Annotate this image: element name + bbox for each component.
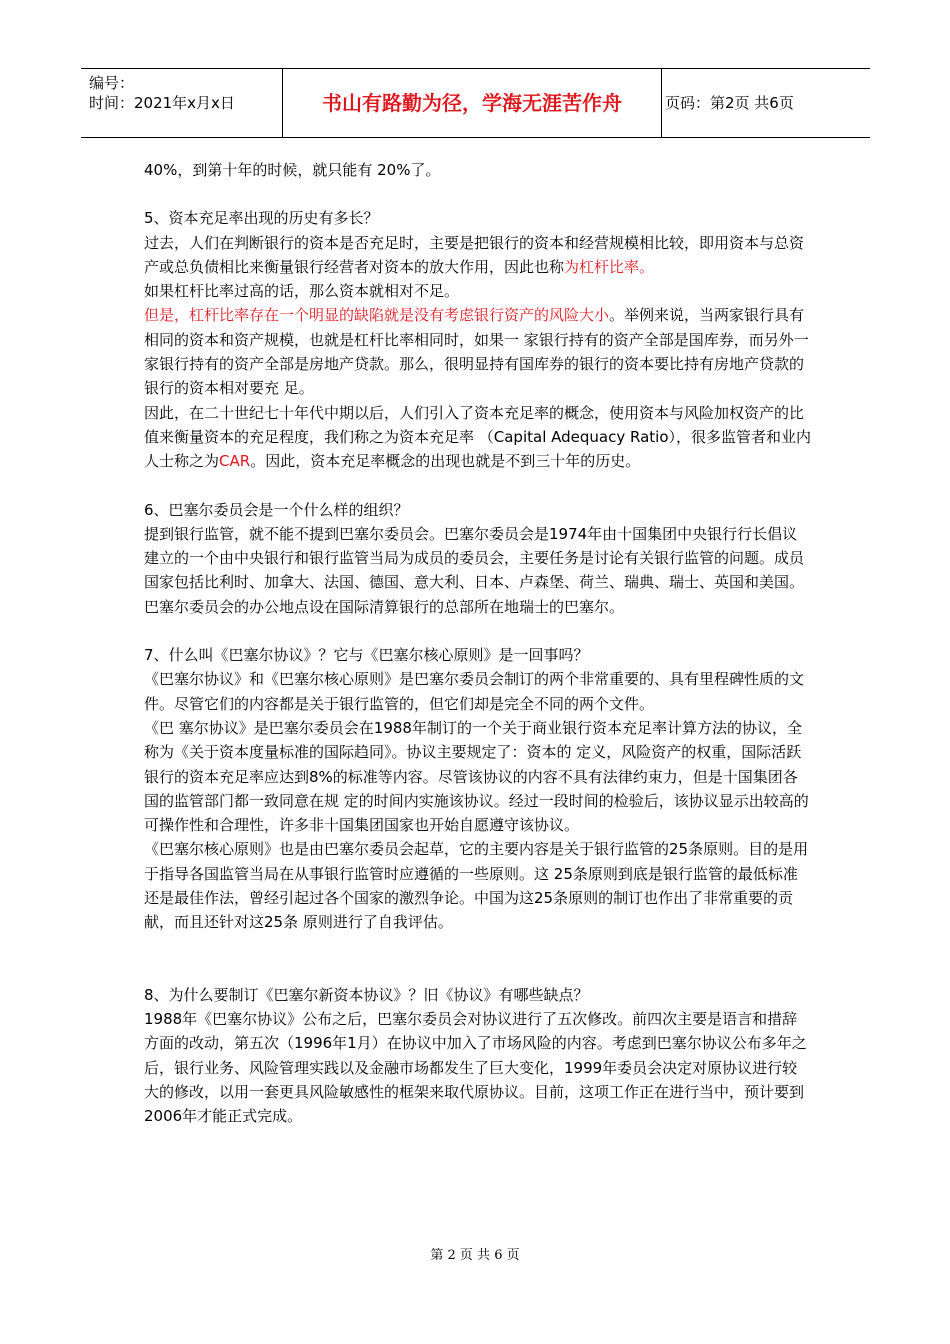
q5-p4-text-a: 因此，在二十世纪七十年代中期以后，人们引入了资本充足率的概念，使用资本与风险加权资产的比值来衡量资本的充足程度，我们称之为资本充足率 （Capital Adequacy Ratio），很多监管者和业内人士称之为 xyxy=(144,403,812,471)
q8-title: 8、为什么要制订《巴塞尔新资本协议》？旧《协议》有哪些缺点？ xyxy=(144,985,589,1004)
q6-paragraph-1: 提到银行监管，就不能不提到巴塞尔委员会。巴塞尔委员会是1974年由十国集团中央银行行长倡议建立的一个由中央银行和银行监管当局为成员的委员会，主要任务是讨论有关银行监管的问题。成员国家包括比利时、加拿大、法国、德国、意大利、日本、卢森堡、荷兰、瑞典、瑞士、英国和美国。巴塞尔委员会的办公地点设在国际清算银行的总部所在地瑞士的巴塞尔。 xyxy=(144,524,805,616)
q5-paragraph-4 xyxy=(144,401,811,474)
q5-paragraph-3 xyxy=(144,303,811,400)
q5-p3-highlight: 但是，杠杆比率存在一个明显的缺陷就是没有考虑银行资产的风险大小 xyxy=(144,306,610,325)
q7-paragraph-3: 《巴塞尔核心原则》也是由巴塞尔委员会起草，它的主要内容是关于银行监管的25条原则。目的是用于指导各国监管当局在从事银行监管时应遵循的一些原则。这 25条原则到底是银行监管的最低标准还是最佳作法，曾经引起过各个国家的激烈争论。中国为这25条原则的制订也作出了非常重要的贡献，而且还针对这25条 原则进行了自我评估。 xyxy=(144,840,809,932)
header-divider-2 xyxy=(661,69,662,137)
q5-p1-highlight: 为杠杆比率。 xyxy=(564,257,655,276)
q5-paragraph-1 xyxy=(144,231,811,280)
q8-paragraph-1: 1988年《巴塞尔协议》公布之后，巴塞尔委员会对协议进行了五次修改。前四次主要是语言和措辞方面的改动，第五次（1996年1月）在协议中加入了市场风险的内容。考虑到巴塞尔协议公布多年之后，银行业务、风险管理实践以及金融市场都发生了巨大变化，1999年委员会决定对原协议进行较大的修改，以用一套更具风险敏感性的框架来取代原协议。目前，这项工作正在进行当中，预计要到2006年才能正式完成。 xyxy=(144,1009,807,1126)
q5-paragraph-2: 如果杠杆比率过高的话，那么资本就相对不足。 xyxy=(144,282,460,301)
header-page-info: 页码：第2页 共6页 xyxy=(665,94,794,112)
intro-text: 40%，到第十年的时候，就只能有 20%了。 xyxy=(144,161,441,179)
header-motto: 书山有路勤为径，学海无涯苦作舟 xyxy=(322,91,622,115)
q5-p3-text: 。举例来说，当两家银行具有相同的资本和资产规模，也就是杠杆比率相同时，如果一 家银行持有的资产全部是国库券，而另外一家银行持有的资产全部是房地产贷款。那么，很明显持有国库券的银行的资本要比持有房地产贷款的银行的资本相对要充 足。 xyxy=(144,306,809,398)
header-table xyxy=(81,68,870,138)
number-label: 编号： xyxy=(89,74,135,92)
document-body xyxy=(144,158,811,1128)
q5-p1-text: 过去，人们在判断银行的资本是否充足时，主要是把银行的资本和经营规模相比较，即用资本与总资产或总负债相比来衡量银行经营者对资本的放大作用，因此也称 xyxy=(144,233,805,276)
date-label: 时间：2021年x月x日 xyxy=(89,94,235,112)
q5-p4-highlight: CAR xyxy=(219,452,251,471)
page-footer: 第 2 页 共 6 页 xyxy=(430,1248,520,1263)
q7-paragraph-1: 《巴塞尔协议》和《巴塞尔核心原则》是巴塞尔委员会制订的两个非常重要的、具有里程碑性质的文件。尽管它们的内容都是关于银行监管的，但它们却是完全不同的两个文件。 xyxy=(144,670,805,713)
q5-p4-text-b: 。因此，资本充足率概念的出现也就是不到三十年的历史。 xyxy=(250,452,641,471)
q5-title: 5、资本充足率出现的历史有多长？ xyxy=(144,209,379,228)
q7-paragraph-2: 《巴 塞尔协议》是巴塞尔委员会在1988年制订的一个关于商业银行资本充足率计算方法的协议，全称为《关于资本度量标准的国际趋同》。协议主要规定了：资本的 定义，风险资产的权重，国际活跃银行的资本充足率应达到8%的标准等内容。尽管该协议的内容不具有法律约束力，但是十国集团各国的监管部门都一致同意在规 定的时间内实施该协议。经过一段时间的检验后，该协议显示出较高的可操作性和合理性，许多非十国集团国家也开始自愿遵守该协议。 xyxy=(144,718,809,835)
q7-title: 7、什么叫《巴塞尔协议》？它与《巴塞尔核心原则》是一回事吗？ xyxy=(144,646,589,665)
header-left-cell xyxy=(89,73,235,113)
q6-title: 6、巴塞尔委员会是一个什么样的组织？ xyxy=(144,500,409,519)
